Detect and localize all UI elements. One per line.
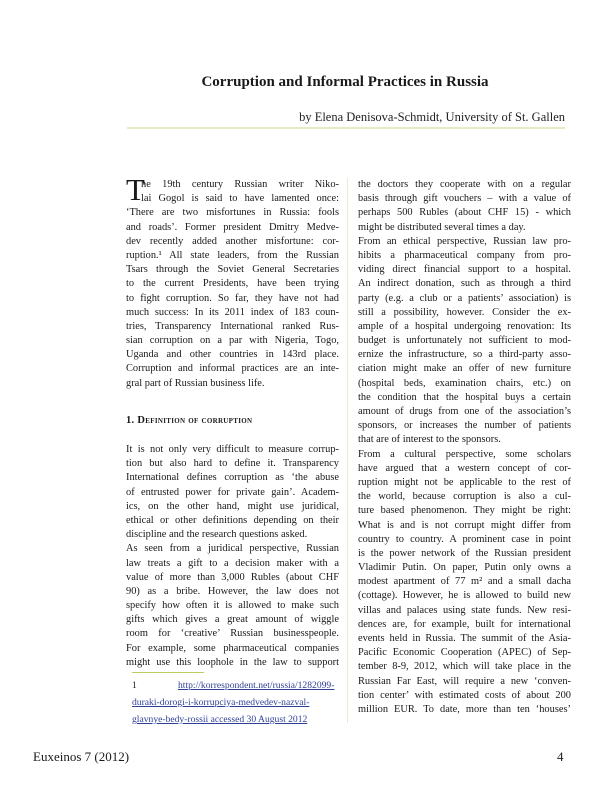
text-line: It is not only very difficult to measure corrup- [126, 444, 339, 455]
text-line: events held in Russia. The summit of the Asia- [358, 633, 571, 644]
footnote-number: 1 [132, 680, 137, 691]
footnote-link[interactable]: http://korrespondent.net/russia/1282099- [178, 680, 335, 691]
text-line: viding direct financial support to a hospital. [358, 264, 571, 276]
text-line: to fight corruption. So far, they have not had [126, 292, 339, 304]
text-line: ‘There are two misfortunes in Russia: fools [126, 207, 339, 219]
text-line: (hospital beds, examination chairs, etc.) on [358, 377, 571, 389]
text-line: dences are, for example, built for international [358, 618, 571, 630]
footnote-link[interactable]: duraki-dorogi-i-korrupciya-medvedev-nazval- [132, 697, 310, 708]
text-line: As seen from a juridical perspective, Russian [126, 543, 339, 555]
text-line: budget is unfortunately not sufficient to mod- [358, 335, 571, 347]
text-line: Tsars through the Soviet General Secretaries [126, 264, 339, 276]
text-line: he 19th century Russian writer Niko- [141, 179, 339, 190]
journal-footer: Euxeinos 7 (2012) [33, 749, 130, 764]
text-line: dev recently added another misfortune: cor- [126, 235, 339, 247]
text-line: the world, because corruption is also a cul- [358, 491, 571, 503]
text-line: Vladimir Putin. On paper, Putin only owns a [358, 562, 571, 574]
text-line: to the current Presidents, have been trying [126, 278, 339, 290]
section-heading: 1. Definition of corruption [126, 415, 253, 426]
drop-cap: T [126, 172, 145, 207]
text-line: perhaps 500 Rubles (about CHF 15) - which [358, 207, 571, 219]
text-line: What is and is not corrupt might differ from [358, 519, 571, 531]
text-line: have argued that a western concept of cor- [358, 462, 571, 474]
text-line: room for ‘creative’ Russian businesspeople. [126, 628, 339, 640]
text-line: Uganda and other countries in 143rd place. [126, 349, 339, 361]
footnote-line [132, 694, 339, 711]
left-column-section [126, 443, 339, 670]
text-line: value of more than 3,000 Rubles (about CHF [126, 571, 339, 583]
text-line: villas and palaces using state funds. New resi- [358, 604, 571, 616]
text-line: sian corruption on a par with Nigeria, Togo, [126, 335, 339, 347]
text-line: the doctors they cooperate with on a regular [358, 179, 571, 190]
text-line: ethical or other definitions depending on their [126, 514, 339, 526]
text-line: much success: In its 2011 index of 183 coun- [126, 306, 339, 318]
text-line: An indirect donation, such as through a third [358, 278, 571, 290]
text-line: that are of interest to the sponsors. [358, 434, 501, 446]
footnote-link[interactable]: glavnye-bedy-rossii accessed 30 August 2012 [132, 714, 308, 725]
text-line: International defines corruption as ‘the abuse [126, 472, 339, 484]
text-line: hibits a pharmaceutical company from pro- [358, 249, 571, 261]
text-line: discipline and the research questions asked. [126, 529, 308, 541]
text-line: basis through gift vouchers – with a value of [358, 193, 571, 205]
text-line: ruption.¹ All state leaders, from the Russian [126, 249, 339, 261]
page-number: 4 [557, 749, 564, 764]
text-line: tion but also hard to define it. Transparency [126, 458, 339, 470]
text-line: ample of a hospital undergoing renovation: Its [358, 320, 571, 332]
text-line: the condition that the hospital buys a certain [358, 391, 571, 403]
column-rule [347, 178, 348, 723]
footnote-line [132, 711, 339, 728]
text-line: of entrusted power for private gain’. Academ- [126, 486, 339, 498]
text-line: party (e.g. a club or a patients’ association) is [358, 292, 571, 304]
footnote-rule [132, 672, 204, 673]
text-line: country to country. A prominent case in point [358, 533, 571, 545]
text-line: From an ethical perspective, Russian law pro- [358, 235, 571, 247]
text-line: lai Gogol is said to have lamented once: [141, 193, 339, 205]
text-line: Pacific Economic Cooperation (APEC) of Sep- [358, 647, 571, 659]
text-line: specify how often it is allowed to make such [126, 600, 339, 612]
text-line: modest apartment of 77 m² and a small dacha [358, 576, 571, 588]
text-line: sponsors, or increases the number of patients [358, 420, 571, 432]
text-line: tember 8-9, 2012, which will take place in the [358, 661, 571, 673]
text-line: amount of drugs from one of the association’s [358, 406, 571, 417]
text-line: For example, some pharmaceutical companies [126, 642, 339, 654]
text-line: Corruption and informal practices are an inte- [126, 363, 339, 375]
text-line: and roads’. Former president Dmitry Medve- [126, 221, 339, 233]
text-line: gifts which gives a great amount of wiggle [126, 614, 339, 626]
footnote [132, 677, 339, 728]
text-line: might be distributed several times a day. [358, 221, 526, 233]
right-column [358, 178, 571, 717]
left-column-intro [126, 172, 339, 391]
text-line: gral part of Russian business life. [126, 377, 265, 389]
text-line: 90) as a bribe. However, the law does not [126, 585, 339, 597]
text-line: tion center’ with estimated costs of about 200 [358, 689, 571, 701]
footnote-line [132, 677, 339, 694]
header-rule [127, 127, 565, 129]
text-line: (cottage). However, he is allowed to build new [358, 590, 571, 602]
text-line: ics, on the other hand, might use juridical, [126, 500, 339, 512]
text-line: ciation might make an offer of new furniture [358, 363, 571, 375]
text-line: Russian Far East, will require a new ‘conven- [358, 675, 571, 687]
text-line: ernize the infrastructure, so a third-party asso- [358, 349, 571, 361]
text-line: million EUR. To date, more than ten ‘houses’ [358, 703, 571, 715]
text-line: ture based phenomenon. They might be right: [358, 505, 571, 517]
text-line: law treats a gift to a decision maker with a [126, 557, 339, 569]
article-author: by Elena Denisova-Schmidt, University of St. Gallen [299, 110, 565, 124]
text-line: From a cultural perspective, some scholars [358, 448, 571, 460]
text-line: is the power network of the Russian president [358, 547, 571, 559]
text-line: ruption might not be applicable to the rest of [358, 476, 571, 488]
article-title: Corruption and Informal Practices in Russia [201, 74, 489, 90]
text-line: might use this loophole in the law to support [126, 656, 339, 668]
text-line: still a possibility, however. Consider the ex- [358, 306, 571, 318]
text-line: tries, Transparency International ranked Rus- [126, 320, 339, 332]
